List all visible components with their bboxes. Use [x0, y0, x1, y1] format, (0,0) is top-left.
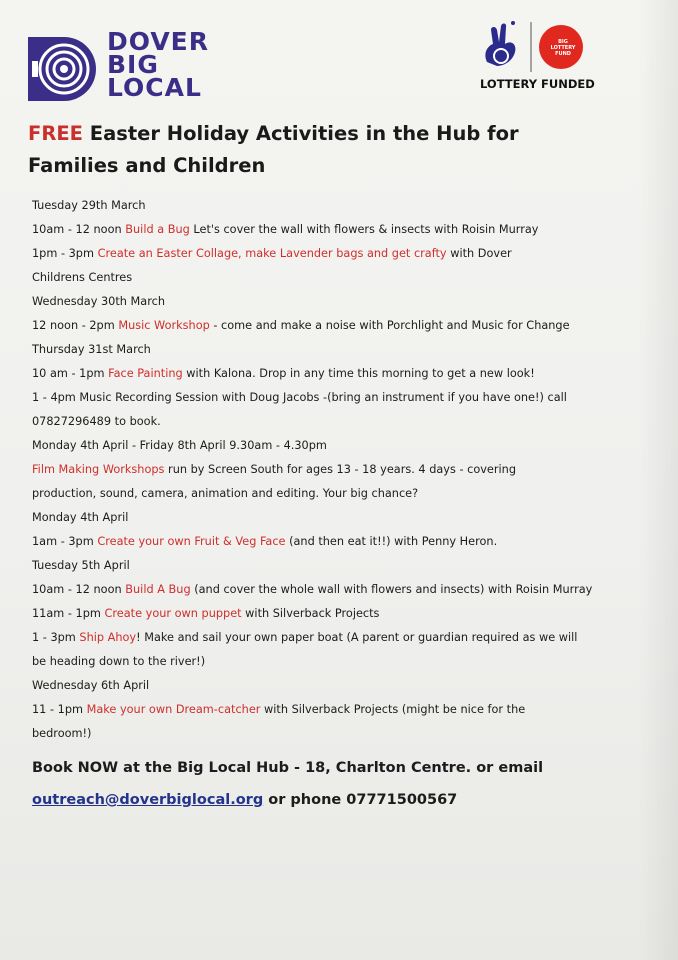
- line-text: be heading down to the river!): [32, 655, 206, 668]
- schedule-line: [28, 482, 658, 506]
- activity-name: Create your own Fruit & Veg Face: [97, 535, 286, 548]
- schedule-line: [28, 554, 658, 578]
- line-detail: run by Screen South for ages 13 - 18 years. 4 days - covering: [164, 463, 516, 476]
- schedule-line: [28, 578, 658, 602]
- line-detail: with Dover: [446, 247, 512, 260]
- schedule-line: [28, 698, 658, 722]
- activity-name: Music Workshop: [118, 319, 210, 332]
- line-detail: - come and make a noise with Porchlight and Music for Change: [209, 319, 570, 332]
- schedule-line: [28, 242, 658, 266]
- schedule-line: [28, 626, 658, 650]
- line-text: 07827296489 to book.: [32, 415, 161, 428]
- activity-name: Create your own puppet: [104, 607, 242, 620]
- line-time: 11 - 1pm: [32, 703, 87, 716]
- schedule-line: [28, 722, 658, 746]
- title-line-2: Families and Children: [28, 154, 266, 177]
- line-text: production, sound, camera, animation and editing. Your big chance?: [32, 487, 419, 500]
- logo-line: BIG: [107, 50, 159, 79]
- line-time: 1am - 3pm: [32, 535, 98, 548]
- schedule-line: [28, 314, 658, 338]
- line-detail: ! Make and sail your own paper boat (A parent or guardian required as we will: [136, 631, 578, 644]
- title-rest: Easter Holiday Activities in the Hub for: [82, 122, 519, 145]
- flyer-title: [28, 118, 658, 182]
- line-text: Monday 4th April: [32, 511, 129, 524]
- line-detail: (and then eat it!!) with Penny Heron.: [285, 535, 498, 548]
- line-detail: (and cover the whole wall with flowers and insects) with Roisin Murray: [190, 583, 593, 596]
- phone-text: or phone 07771500567: [263, 792, 458, 808]
- line-text: Wednesday 30th March: [32, 295, 165, 308]
- flyer-content: [28, 118, 658, 816]
- line-detail: with Silverback Projects: [241, 607, 380, 620]
- big-lottery-fund-text: BIG LOTTERY FUND: [550, 39, 576, 57]
- logo-line: LOCAL: [107, 73, 202, 102]
- schedule-line: [28, 506, 658, 530]
- line-time: 10am - 12 noon: [32, 583, 126, 596]
- schedule-line: [28, 266, 658, 290]
- line-text: Wednesday 6th April: [32, 679, 150, 692]
- line-text: Monday 4th April - Friday 8th April 9.30am - 4.30pm: [32, 439, 327, 452]
- activity-name: Film Making Workshops: [32, 463, 165, 476]
- schedule-line: [28, 434, 658, 458]
- free-label: FREE: [28, 122, 83, 145]
- line-time: 12 noon - 2pm: [32, 319, 119, 332]
- contact-line: [28, 784, 658, 816]
- target-d-logo-icon: [28, 37, 98, 101]
- line-detail: with Silverback Projects (might be nice for the: [260, 703, 526, 716]
- schedule-line: [28, 290, 658, 314]
- schedule-line: [28, 674, 658, 698]
- schedule-line: [28, 458, 658, 482]
- line-text: Thursday 31st March: [32, 343, 151, 356]
- activity-name: Build a Bug: [125, 223, 190, 236]
- activity-name: Build A Bug: [125, 583, 191, 596]
- line-time: 1 - 3pm: [32, 631, 80, 644]
- schedule-line: [28, 410, 658, 434]
- logo-line: DOVER: [107, 27, 210, 56]
- line-text: Tuesday 5th April: [32, 559, 130, 572]
- line-text: bedroom!): [32, 727, 92, 740]
- schedule-line: [28, 530, 658, 554]
- schedule-line: [28, 194, 658, 218]
- lottery-funded-label: LOTTERY FUNDED: [480, 77, 595, 91]
- schedule-line: [28, 362, 658, 386]
- logo-wordmark: [107, 27, 210, 102]
- line-time: 10 am - 1pm: [32, 367, 109, 380]
- schedule-line: [28, 218, 658, 242]
- line-detail: with Kalona. Drop in any time this morning to get a new look!: [182, 367, 535, 380]
- email-link[interactable]: outreach@doverbiglocal.org: [32, 792, 264, 808]
- line-text: Tuesday 29th March: [32, 199, 146, 212]
- line-detail: Let's cover the wall with flowers & insects with Roisin Murray: [189, 223, 539, 236]
- activity-name: Create an Easter Collage, make Lavender bags and get crafty: [97, 247, 447, 260]
- schedule-line: [28, 650, 658, 674]
- title-line-1: [28, 118, 658, 150]
- lottery-funded-logo: [477, 18, 597, 98]
- schedule-line: [28, 602, 658, 626]
- booking-line: Book NOW at the Big Local Hub - 18, Charlton Centre. or email: [32, 760, 544, 776]
- line-text: 1 - 4pm Music Recording Session with Doug Jacobs -(bring an instrument if you have one!) call: [32, 391, 567, 404]
- schedule-line: [28, 386, 658, 410]
- line-time: 11am - 1pm: [32, 607, 105, 620]
- schedule-line: [28, 338, 658, 362]
- line-time: 1pm - 3pm: [32, 247, 98, 260]
- dover-big-local-logo: [28, 27, 218, 104]
- activity-name: Face Painting: [108, 367, 183, 380]
- schedule-list: [28, 194, 658, 746]
- line-text: Childrens Centres: [32, 271, 133, 284]
- line-time: 10am - 12 noon: [32, 223, 126, 236]
- booking-info: [28, 752, 658, 816]
- activity-name: Make your own Dream-catcher: [86, 703, 261, 716]
- activity-name: Ship Ahoy: [79, 631, 137, 644]
